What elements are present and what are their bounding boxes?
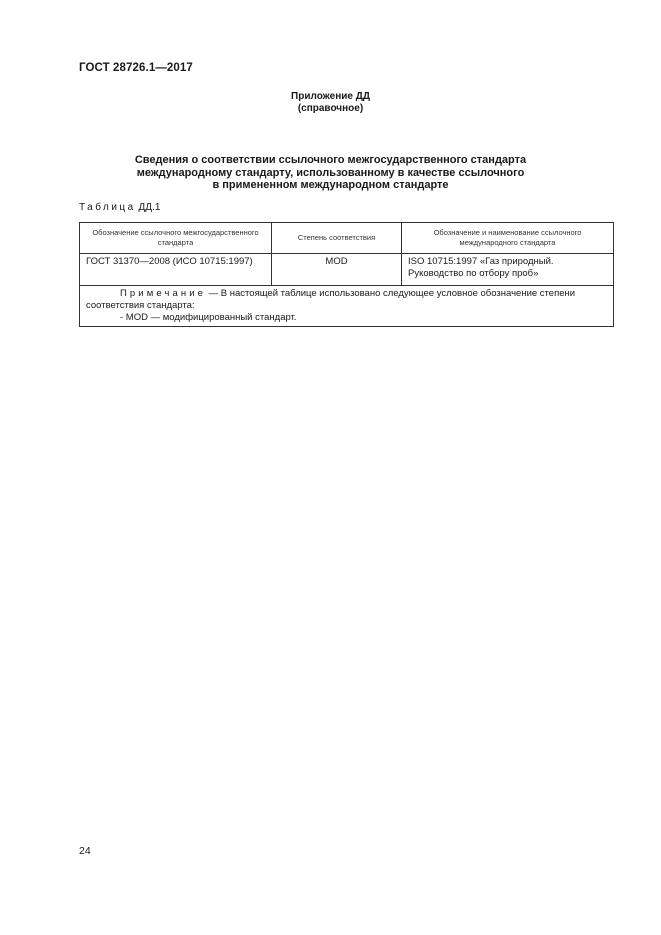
header-reference-standard: Обозначение ссылочного межгосударственного стандарта — [80, 223, 272, 254]
cell-degree-of-conformity: MOD — [272, 254, 402, 286]
cell-reference-standard: ГОСТ 31370—2008 (ИСО 10715:1997) — [80, 254, 272, 286]
table-note-row — [80, 286, 614, 327]
header-international-standard: Обозначение и наименование ссылочного международного стандарта — [402, 223, 614, 254]
page-number: 24 — [79, 845, 91, 857]
table-row — [80, 254, 614, 286]
note-dash: — — [208, 288, 219, 299]
section-title — [0, 154, 661, 192]
header-degree-of-conformity: Степень соответствия — [272, 223, 402, 254]
section-title-line: Сведения о соответствии ссылочного межгосударственного стандарта — [134, 154, 527, 166]
table-caption — [79, 202, 160, 213]
document-id: ГОСТ 28726.1—2017 — [79, 62, 193, 74]
table-note — [80, 286, 614, 327]
annex-status: (справочное) — [297, 103, 364, 114]
cell-international-standard: ISO 10715:1997 «Газ природный. Руководство по отбору проб» — [402, 254, 614, 286]
section-title-line: международному стандарту, использованному в качестве ссылочного — [136, 166, 525, 179]
annex-title: Приложение ДД — [291, 91, 370, 102]
correspondence-table — [79, 222, 614, 327]
annex-heading — [0, 91, 661, 115]
table-caption-word: Таблица — [79, 202, 136, 213]
note-item: - MOD — модифицированный стандарт. — [120, 312, 297, 323]
note-text: В настоящей таблице использовано следующее условное обозначение степени соответствия стандарта: — [86, 288, 576, 311]
table-caption-number: ДД.1 — [138, 202, 161, 213]
note-label: Примечание — [120, 288, 206, 299]
table-header-row — [80, 223, 614, 254]
section-title-line: в примененном международном стандарте — [212, 179, 449, 191]
note-paragraph — [86, 288, 607, 312]
